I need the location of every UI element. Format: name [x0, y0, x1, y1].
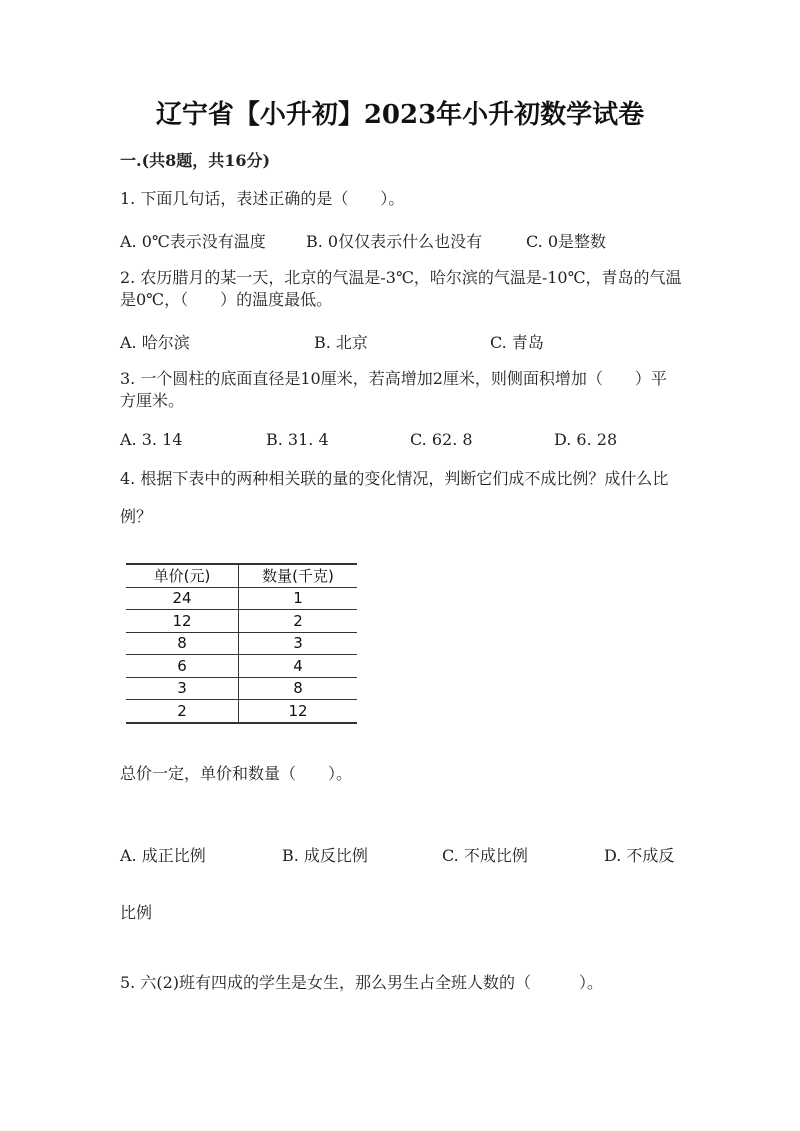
section-heading: 一.(共8题，共16分) [120, 151, 271, 170]
question-1-option-c: C. 0是整数 [526, 232, 607, 251]
table-header-quantity: 数量(千克) [239, 564, 358, 587]
question-4-option-a: A. 成正比例 [120, 846, 206, 865]
question-4-option-b: B. 成反比例 [282, 846, 368, 865]
question-3-stem-line2: 方厘米。 [120, 391, 185, 410]
question-5-stem: 5. 六(2)班有四成的学生是女生，那么男生占全班人数的（ ）。 [120, 973, 604, 992]
table-cell: 2 [239, 610, 358, 633]
question-3-option-b: B. 31. 4 [266, 430, 329, 449]
question-2-option-a: A. 哈尔滨 [120, 333, 190, 352]
question-4-option-d: D. 不成反 [604, 846, 675, 865]
question-4-followup: 总价一定，单价和数量（ ）。 [120, 764, 353, 783]
table-header-row [126, 564, 357, 587]
question-4-option-c: C. 不成比例 [442, 846, 528, 865]
table-row [126, 587, 357, 610]
question-3-option-c: C. 62. 8 [410, 430, 473, 449]
question-4-option-d-wrap: 比例 [120, 903, 153, 922]
table-row [126, 655, 357, 678]
question-1-option-b: B. 0仅仅表示什么也没有 [306, 232, 483, 251]
table-row [126, 677, 357, 700]
table-row [126, 610, 357, 633]
question-1-option-a: A. 0℃表示没有温度 [120, 232, 266, 251]
table-cell: 12 [126, 610, 239, 633]
question-3-option-a: A. 3. 14 [120, 430, 183, 449]
question-2-option-c: C. 青岛 [490, 333, 544, 352]
table-row [126, 632, 357, 655]
table-header-price: 单价(元) [126, 564, 239, 587]
page-title: 辽宁省【小升初】2023年小升初数学试卷 [155, 100, 645, 130]
table-cell: 4 [239, 655, 358, 678]
table-cell: 1 [239, 587, 358, 610]
question-2-stem-line1: 2. 农历腊月的某一天，北京的气温是-3℃，哈尔滨的气温是-10℃，青岛的气温 [120, 268, 682, 287]
table-cell: 8 [239, 677, 358, 700]
question-4-stem-line2: 例？ [120, 507, 153, 526]
question-2-option-b: B. 北京 [314, 333, 368, 352]
table-cell: 2 [126, 700, 239, 723]
table-cell: 24 [126, 587, 239, 610]
table-row [126, 700, 357, 723]
price-quantity-table [126, 563, 357, 724]
table-cell: 3 [126, 677, 239, 700]
question-3-option-d: D. 6. 28 [554, 430, 618, 449]
question-3-stem-line1: 3. 一个圆柱的底面直径是10厘米，若高增加2厘米，则侧面积增加（ ）平 [120, 369, 667, 388]
table-cell: 3 [239, 632, 358, 655]
table-cell: 6 [126, 655, 239, 678]
table-cell: 12 [239, 700, 358, 723]
question-4-stem-line1: 4. 根据下表中的两种相关联的量的变化情况，判断它们成不成比例？成什么比 [120, 469, 669, 488]
question-1-stem: 1. 下面几句话，表述正确的是（ ）。 [120, 189, 405, 208]
question-2-stem-line2: 是0℃，（ ）的温度最低。 [120, 290, 333, 309]
table-cell: 8 [126, 632, 239, 655]
